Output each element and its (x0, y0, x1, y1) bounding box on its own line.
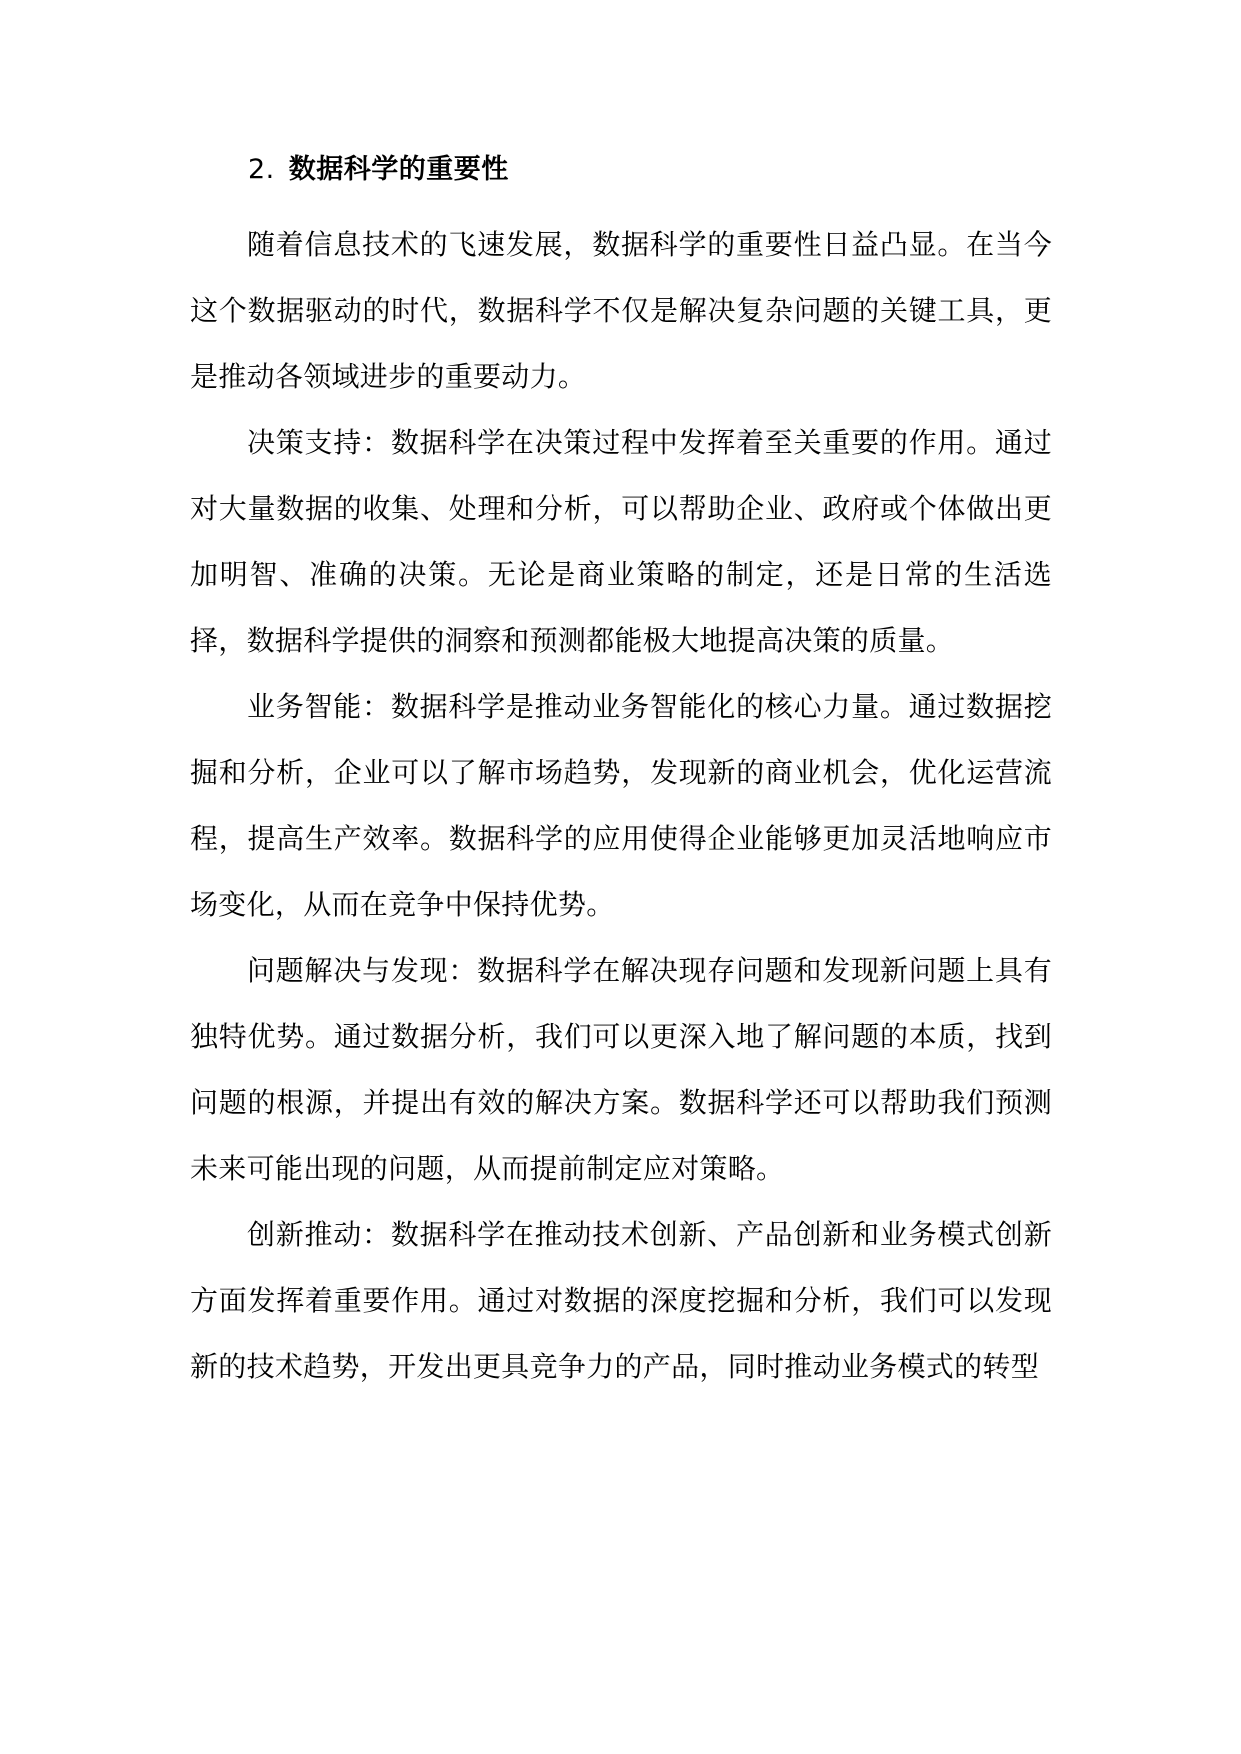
document-body (190, 150, 1052, 1400)
paragraph-decision-support: 决策支持：数据科学在决策过程中发挥着至关重要的作用。通过对大量数据的收集、处理和分析，可以帮助企业、政府或个体做出更加明智、准确的决策。无论是商业策略的制定，还是日常的生活选择，数据科学提供的洞察和预测都能极大地提高决策的质量。 (190, 426, 1052, 657)
paragraph-intro: 随着信息技术的飞速发展，数据科学的重要性日益凸显。在当今这个数据驱动的时代，数据科学不仅是解决复杂问题的关键工具，更是推动各领域进步的重要动力。 (190, 228, 1052, 393)
section-number: 2. (248, 154, 275, 185)
paragraph-problem-solving: 问题解决与发现：数据科学在解决现存问题和发现新问题上具有独特优势。通过数据分析，我们可以更深入地了解问题的本质，找到问题的根源，并提出有效的解决方案。数据科学还可以帮助我们预测未来可能出现的问题，从而提前制定应对策略。 (190, 954, 1052, 1185)
paragraph-business-intelligence: 业务智能：数据科学是推动业务智能化的核心力量。通过数据挖掘和分析，企业可以了解市场趋势，发现新的商业机会，优化运营流程，提高生产效率。数据科学的应用使得企业能够更加灵活地响应市场变化，从而在竞争中保持优势。 (190, 690, 1052, 921)
section-title: 数据科学的重要性 (288, 154, 509, 185)
section-heading (248, 150, 1052, 190)
paragraph-innovation: 创新推动：数据科学在推动技术创新、产品创新和业务模式创新方面发挥着重要作用。通过对数据的深度挖掘和分析，我们可以发现新的技术趋势，开发出更具竞争力的产品，同时推动业务模式的转型 (190, 1218, 1052, 1383)
